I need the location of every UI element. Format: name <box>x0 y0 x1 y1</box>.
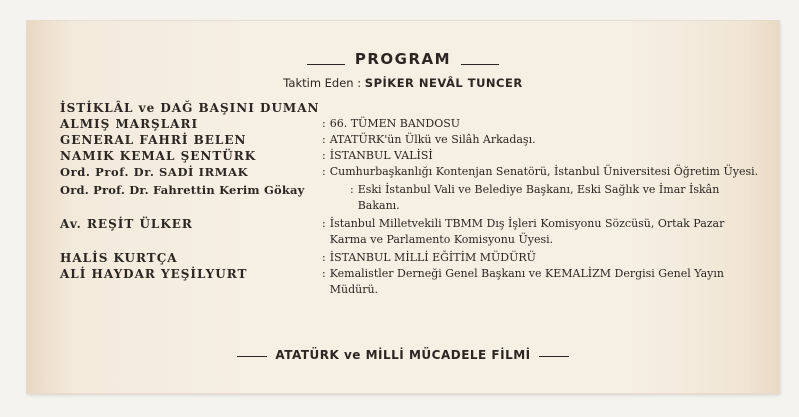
program-row: Ord. Prof. Dr. SADİ IRMAK : Cumhurbaşkanlığı Kontenjan Senatörü, İstanbul Üniversitesi Öğretim Üyesi. <box>60 165 759 179</box>
program-row: GENERAL FAHRİ BELEN : ATATÜRK'ün Ülkü ve Silâh Arkadaşı. <box>60 133 536 147</box>
program-item-name: NAMIK KEMAL ŞENTÜRK <box>60 149 257 163</box>
program-row: Ord. Prof. Dr. Fahrettin Kerim Gökay : Eski İstanbul Vali ve Belediye Başkanı, Eski Sağlık ve İmar İskân Bakanı. <box>60 182 760 214</box>
program-row: ALİ HAYDAR YEŞİLYURT : Kemalistler Derneği Genel Başkanı ve KEMALİZM Dergisi Genel Yayın Müdürü. <box>60 266 760 298</box>
program-item-desc: Cumhurbaşkanlığı Kontenjan Senatörü, İstanbul Üniversitesi Öğretim Üyesi. <box>329 165 759 178</box>
program-item-name: GENERAL FAHRİ BELEN <box>60 133 247 147</box>
program-item-name: HALİS KURTÇA <box>60 251 178 265</box>
footer-rule-left <box>237 356 267 357</box>
program-card <box>27 21 779 393</box>
program-item-desc: Kemalistler Derneği Genel Başkanı ve KEMALİZM Dergisi Genel Yayın Müdürü. <box>329 267 724 296</box>
program-item-desc: İstanbul Milletvekili TBMM Dış İşleri Komisyonu Sözcüsü, Ortak Pazar Karma ve Parlamento Komisyonu Üyesi. <box>329 217 725 246</box>
program-item-desc: ATATÜRK'ün Ülkü ve Silâh Arkadaşı. <box>329 133 536 146</box>
program-row: Av. REŞİT ÜLKER : İstanbul Milletvekili TBMM Dış İşleri Komisyonu Sözcüsü, Ortak Pazar Karma ve Parlamento Komisyonu Üyesi. <box>60 216 760 248</box>
title-text: PROGRAM <box>354 50 452 68</box>
host-line <box>27 76 779 90</box>
host-name: SPİKER NEVÂL TUNCER <box>364 76 523 90</box>
program-item-desc: İSTANBUL VALİSİ <box>329 149 433 162</box>
program-item-name: Av. REŞİT ÜLKER <box>60 217 193 231</box>
program-item-desc: Eski İstanbul Vali ve Belediye Başkanı, Eski Sağlık ve İmar İskân Bakanı. <box>357 183 720 212</box>
footer-rule-right <box>539 356 569 357</box>
title-rule-right <box>461 64 499 65</box>
film-line <box>27 348 779 362</box>
program-item-desc: 66. TÜMEN BANDOSU <box>329 117 461 130</box>
program-item-name: ALİ HAYDAR YEŞİLYURT <box>60 267 248 281</box>
program-item-desc: İSTANBUL MİLLİ EĞİTİM MÜDÜRÜ <box>329 251 536 264</box>
program-row: ALMIŞ MARŞLARI : 66. TÜMEN BANDOSU <box>60 117 461 131</box>
program-row: HALİS KURTÇA : İSTANBUL MİLLİ EĞİTİM MÜDÜRÜ <box>60 251 536 265</box>
program-row: NAMIK KEMAL ŞENTÜRK : İSTANBUL VALİSİ <box>60 149 433 163</box>
title-rule-left <box>307 64 345 65</box>
program-item-name: İSTİKLÂL ve DAĞ BAŞINI DUMAN <box>60 101 320 115</box>
program-row <box>60 100 760 116</box>
program-item-name: ALMIŞ MARŞLARI <box>60 117 199 131</box>
footer-text: ATATÜRK ve MİLLİ MÜCADELE FİLMİ <box>275 348 531 362</box>
program-item-name: Ord. Prof. Dr. Fahrettin Kerim Gökay <box>60 183 305 197</box>
host-label: Taktim Eden : <box>283 76 362 90</box>
program-list <box>60 100 760 298</box>
program-title <box>27 50 779 68</box>
program-item-name: Ord. Prof. Dr. SADİ IRMAK <box>60 165 249 179</box>
